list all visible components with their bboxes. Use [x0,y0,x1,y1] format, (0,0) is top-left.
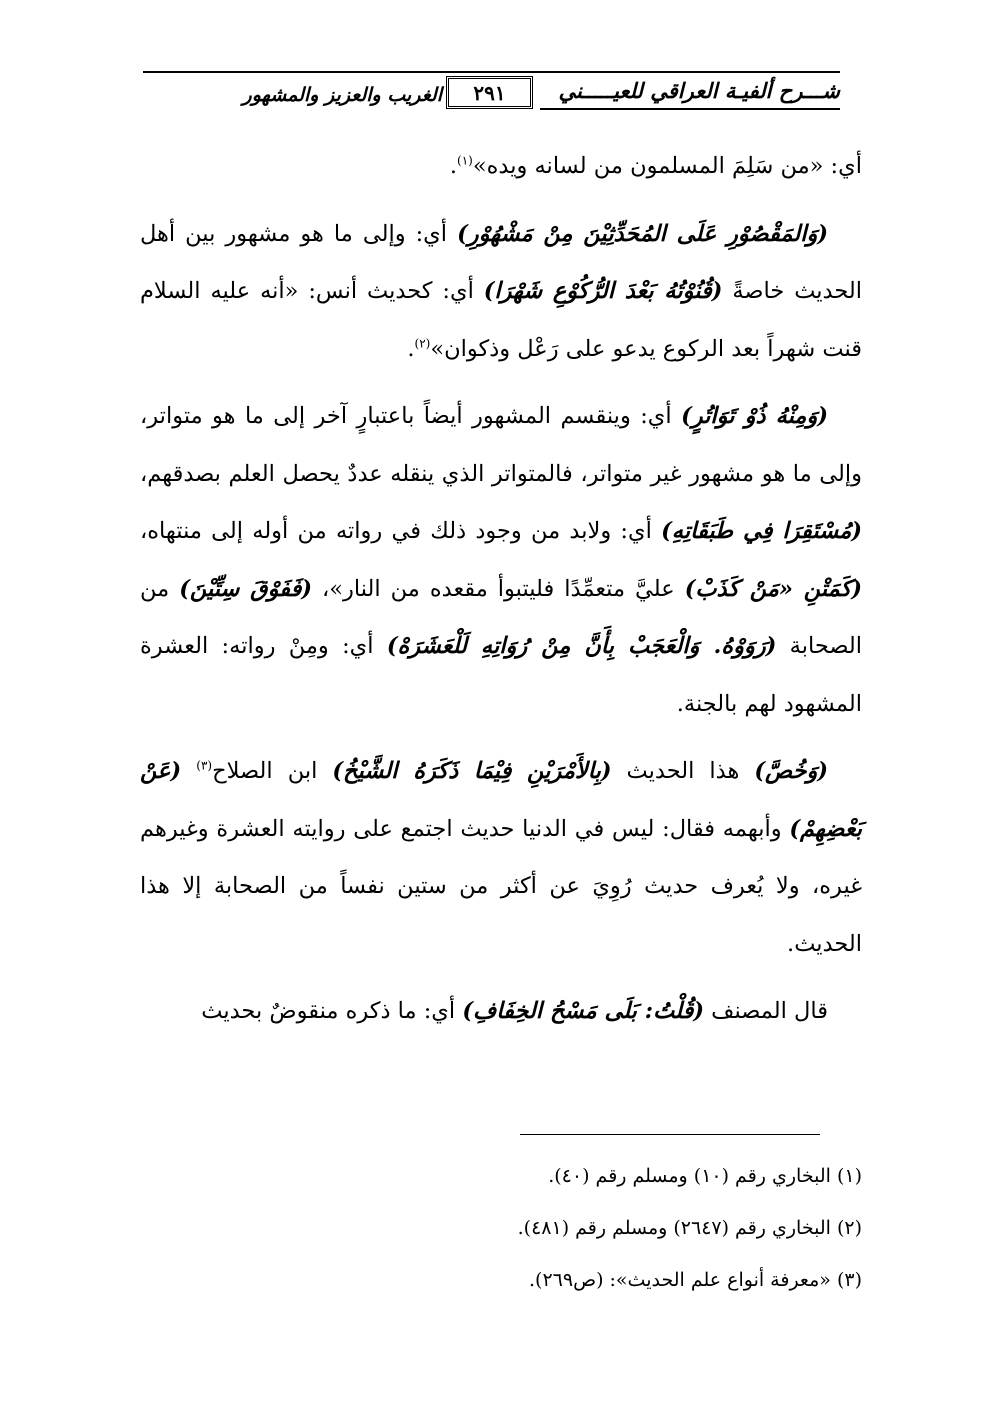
text-run: من الصحابة [140,575,862,659]
text-run: . [449,153,458,179]
footnote-ref: (٢) [414,336,431,350]
text-run: أي: ولابد من وجود ذلك في رواته من أوله إلى منتهاه، [140,518,662,544]
text-run [181,758,196,784]
header-top-rule [143,71,840,73]
main-text [140,138,862,1051]
book-title-underline [540,108,840,110]
paragraph [140,743,862,973]
footnote: (٢) البخاري رقم (٢٦٤٧) ومسلم رقم (٤٨١). [517,1217,862,1239]
footnote-ref: (٣) [196,758,213,773]
paragraph [140,388,862,733]
page-header [143,68,840,112]
text-run: هذا الحديث [611,758,755,784]
poem-quote: (قُلْتُ: بَلَى مَسْحُ الخِفَافِ) [462,998,705,1024]
text-run: قال المصنف [704,998,828,1024]
paragraph [140,138,862,196]
paragraph [140,983,862,1041]
text-run: عليَّ متعمِّدًا فليتبوأ مقعده من النار»، [311,575,685,602]
text-run: ابن الصلاح [212,758,333,784]
footnote: (٣) «معرفة أنواع علم الحديث»: (ص٢٦٩). [529,1269,862,1291]
poem-quote: (قُنُوْتُهُ بَعْدَ الرُّكُوْعِ شَهْرَا) [483,278,723,304]
text-run: أي: وإلى ما هو مشهور بين أهل الحديث خاصةً [140,220,862,304]
poem-quote: (كَمَتْنِ «مَنْ كَذَبْ) [684,575,862,602]
text-run: أي: ما ذكره منقوضٌ بحديث [201,998,463,1024]
text-run: أي: «من سَلِمَ المسلمون من لسانه ويده» [472,153,862,179]
footnote-ref: (١) [457,153,473,168]
chapter-title: الغريب والعزيز والمشهور [242,84,442,106]
page-number: ٢٩١ [446,76,533,109]
footnote: (١) البخاري رقم (١٠) ومسلم رقم (٤٠). [548,1165,862,1187]
book-title: شـــرح ألفيـة العراقي للعيـــــني [558,78,840,103]
poem-quote: (وَخُصَّ) [754,758,828,784]
footnotes [140,1150,862,1306]
poem-quote: (عَنْ بَعْضِهِمْ) [140,758,862,842]
text-run: . [407,335,415,362]
poem-quote: (رَوَوْهُ. وَالْعَجَبْ بِأَنَّ مِنْ رُوَاتِهِ لَلْعَشَرَهْ) [386,633,777,659]
text-run: أي: ومِنْ رواته: العشرة المشهود لهم بالجنة. [140,633,862,717]
poem-quote: (فَفَوْقَ سِتِّيْنَ) [179,575,312,602]
poem-quote: (بِالأَمْرَيْنِ فِيْمَا ذَكَرَهُ الشَّيْخُ) [332,758,612,784]
text-run: أي: كحديث أنس: «أنه عليه السلام قنت شهراً بعد الركوع يدعو على رَعْل وذكوان» [140,278,862,362]
text-run: وأبهمه فقال: ليس في الدنيا حديث اجتمع على روايته العشرة وغيرهم غيره، ولا يُعرف حديث رُوِيَ عن أكثر من ستين نفساً من الصحابة إلا هذا الحديث. [140,815,862,957]
paragraph [140,206,862,379]
poem-quote: (مُسْتَقِرَا فِي طَبَقَاتِهِ) [661,518,862,544]
text-run: أي: وينقسم المشهور أيضاً باعتبارٍ آخر إلى ما هو متواتر، وإلى ما هو مشهور غير متواتر، فالمتواتر الذي ينقله عددٌ يحصل العلم بصدقهم، [140,403,862,487]
poem-quote: (وَمِنْهُ ذُوْ تَوَاتُرٍ) [681,403,828,429]
poem-quote: (وَالمَقْصُوْرِ عَلَى المُحَدِّثِيْنَ مِنْ مَشْهُوْرِ) [457,220,828,247]
footnote-separator [520,1134,820,1135]
